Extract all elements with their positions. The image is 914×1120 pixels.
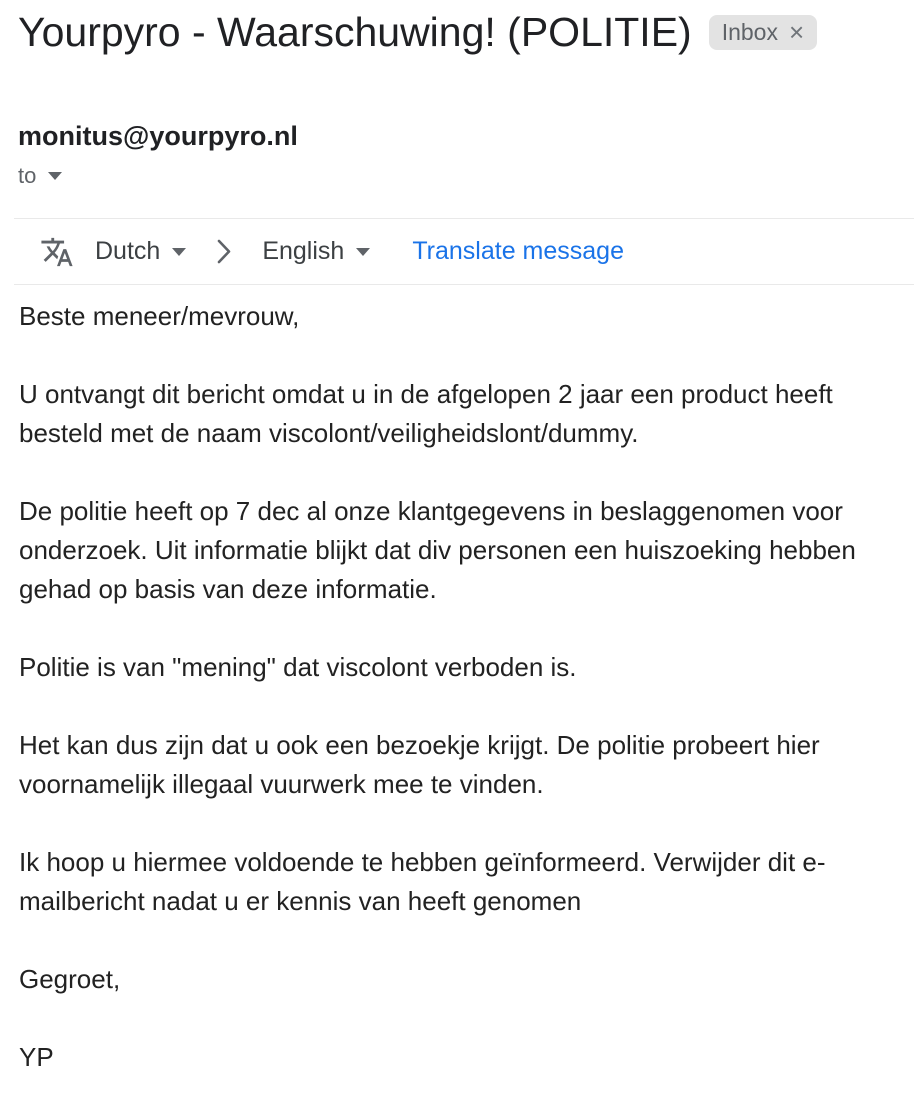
target-language-label: English <box>262 237 345 265</box>
body-paragraph: YP <box>19 1042 54 1072</box>
inbox-label-text: Inbox <box>721 18 778 45</box>
sender-email[interactable]: monitus@yourpyro.nl <box>18 121 298 151</box>
body-paragraph: Ik hoop u hiermee voldoende te hebben geïnformeerd. Verwijder dit e-mailbericht nadat u er kennis van heeft genomen <box>19 847 826 916</box>
email-view <box>0 8 914 1077</box>
body-paragraph: De politie heeft op 7 dec al onze klantgegevens in beslaggenomen voor onderzoek. Uit informatie blijkt dat div personen een huiszoeking hebben gehad op basis van deze informatie. <box>19 496 856 604</box>
source-language-label: Dutch <box>95 237 161 265</box>
inbox-label-chip[interactable] <box>709 15 817 50</box>
target-language-dropdown[interactable] <box>262 237 370 266</box>
to-label: to <box>18 163 37 188</box>
body-paragraph: U ontvangt dit bericht omdat u in de afgelopen 2 jaar een product heeft besteld met de naam viscolont/veiligheidslont/dummy. <box>19 379 833 448</box>
remove-label-icon[interactable]: × <box>788 17 805 47</box>
translate-message-link[interactable]: Translate message <box>412 237 624 265</box>
caret-down-icon <box>356 248 370 256</box>
source-language-dropdown[interactable] <box>95 237 186 266</box>
caret-down-icon <box>48 172 62 180</box>
translate-bar <box>14 218 914 285</box>
chevron-right-icon <box>214 238 234 265</box>
translate-icon <box>40 235 74 269</box>
body-paragraph: Gegroet, <box>19 964 121 994</box>
recipient-details-toggle[interactable] <box>18 163 62 189</box>
body-paragraph: Het kan dus zijn dat u ook een bezoekje krijgt. De politie probeert hier voornamelijk illegaal vuurwerk mee te vinden. <box>19 730 820 799</box>
email-subject: Yourpyro - Waarschuwing! (POLITIE) <box>18 9 692 55</box>
subject-row <box>18 8 896 56</box>
caret-down-icon <box>172 248 186 256</box>
email-body <box>19 297 896 1077</box>
body-paragraph: Beste meneer/mevrouw, <box>19 301 300 331</box>
body-paragraph: Politie is van "mening" dat viscolont verboden is. <box>19 652 577 682</box>
